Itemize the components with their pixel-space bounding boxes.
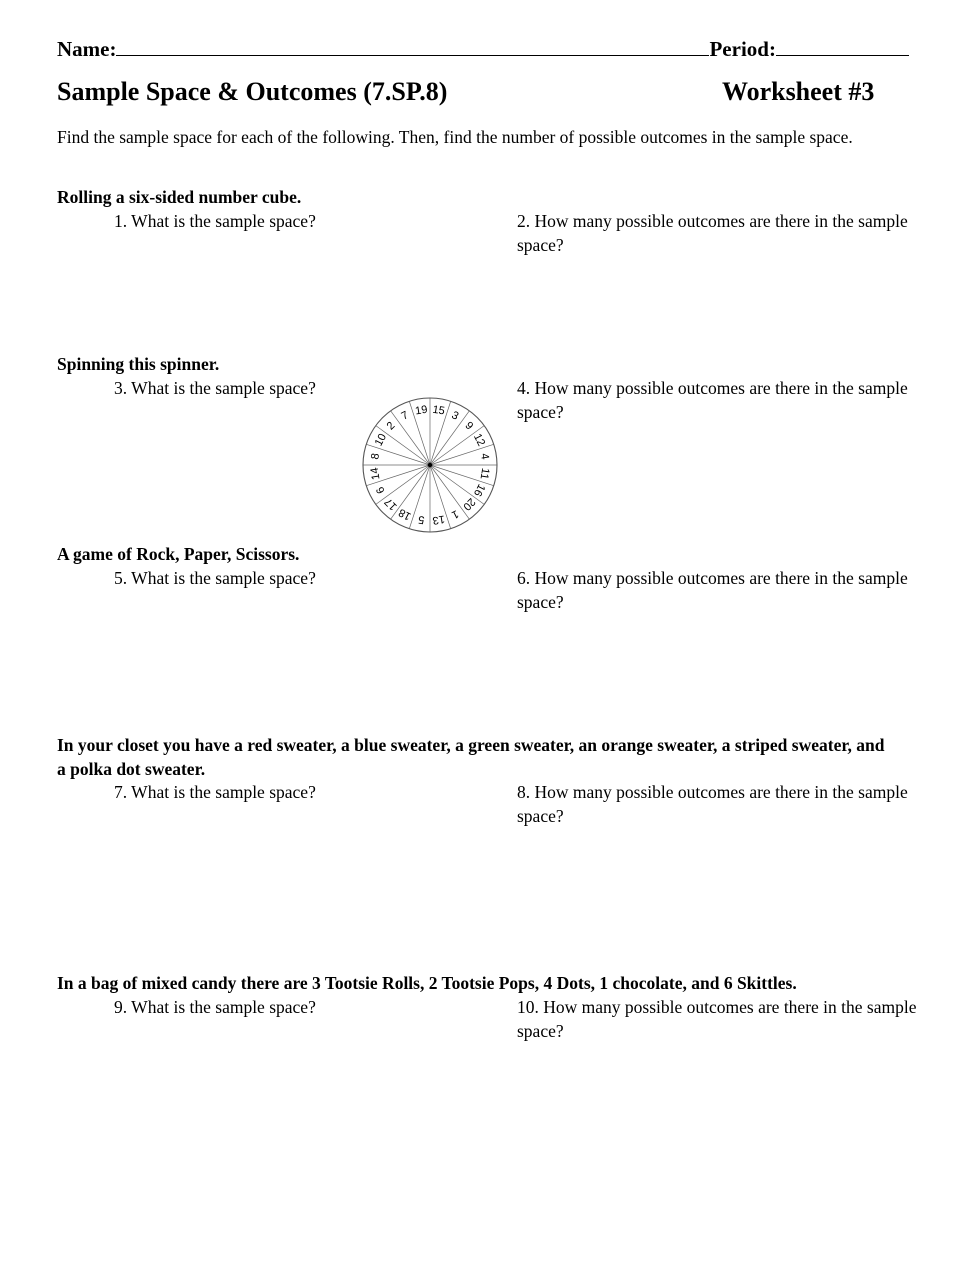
worksheet-number: Worksheet #3 bbox=[722, 77, 875, 106]
section-heading: Spinning this spinner. bbox=[57, 354, 220, 374]
question-7: 7. What is the sample space? bbox=[114, 782, 316, 802]
spinner-number: 8 bbox=[369, 452, 382, 461]
page-title: Sample Space & Outcomes (7.SP.8) bbox=[57, 77, 448, 106]
question-6: 6. How many possible outcomes are there in the sample space? bbox=[517, 568, 908, 612]
spinner-number: 19 bbox=[414, 403, 429, 418]
spinner-number: 1 bbox=[449, 507, 461, 521]
section-heading: In your closet you have a red sweater, a blue sweater, a green sweater, an orange sweater, a striped sweater, and a polka dot sweater. bbox=[57, 735, 885, 779]
section-heading: In a bag of mixed candy there are 3 Tootsie Rolls, 2 Tootsie Pops, 4 Dots, 1 chocolate, and 6 Skittles. bbox=[57, 973, 797, 993]
spinner-number: 6 bbox=[374, 484, 388, 496]
spinner-number: 15 bbox=[431, 403, 446, 418]
question-8: 8. How many possible outcomes are there in the sample space? bbox=[517, 782, 908, 826]
spinner-number: 9 bbox=[462, 419, 476, 433]
spinner-number: 4 bbox=[478, 452, 491, 461]
spinner-number: 10 bbox=[372, 431, 390, 449]
period-blank[interactable] bbox=[776, 37, 909, 56]
name-field[interactable] bbox=[57, 37, 909, 62]
period-label: Period: bbox=[709, 37, 776, 61]
name-blank[interactable] bbox=[116, 37, 709, 56]
spinner-number: 17 bbox=[382, 495, 400, 513]
spinner-center bbox=[428, 463, 432, 467]
question-2: 2. How many possible outcomes are there in the sample space? bbox=[517, 211, 908, 255]
section-heading: A game of Rock, Paper, Scissors. bbox=[57, 544, 300, 564]
spinner-number: 20 bbox=[460, 495, 478, 513]
spinner-number: 5 bbox=[417, 513, 426, 526]
question-5: 5. What is the sample space? bbox=[114, 568, 316, 588]
spinner-number: 12 bbox=[470, 431, 488, 449]
section-heading: Rolling a six-sided number cube. bbox=[57, 187, 302, 207]
spinner-divider bbox=[430, 465, 469, 519]
question-1: 1. What is the sample space? bbox=[114, 211, 316, 231]
question-10: 10. How many possible outcomes are there in the sample space? bbox=[517, 997, 917, 1041]
spinner bbox=[356, 392, 504, 538]
spinner-divider bbox=[391, 411, 430, 465]
spinner-number: 7 bbox=[399, 409, 411, 423]
question-9: 9. What is the sample space? bbox=[114, 997, 316, 1017]
spinner-number: 13 bbox=[431, 512, 446, 527]
spinner-number: 3 bbox=[449, 409, 461, 423]
spinner-number: 14 bbox=[368, 466, 383, 481]
instructions: Find the sample space for each of the following. Then, find the number of possible outcomes in the sample space. bbox=[57, 127, 853, 147]
spinner-number: 16 bbox=[470, 481, 488, 499]
spinner-divider bbox=[376, 465, 430, 504]
spinner-number: 11 bbox=[477, 467, 492, 481]
question-4: 4. How many possible outcomes are there in the sample space? bbox=[517, 378, 908, 422]
question-3: 3. What is the sample space? bbox=[114, 378, 316, 398]
name-label: Name: bbox=[57, 37, 117, 61]
spinner-number: 2 bbox=[384, 419, 398, 433]
spinner-number: 18 bbox=[396, 505, 414, 523]
